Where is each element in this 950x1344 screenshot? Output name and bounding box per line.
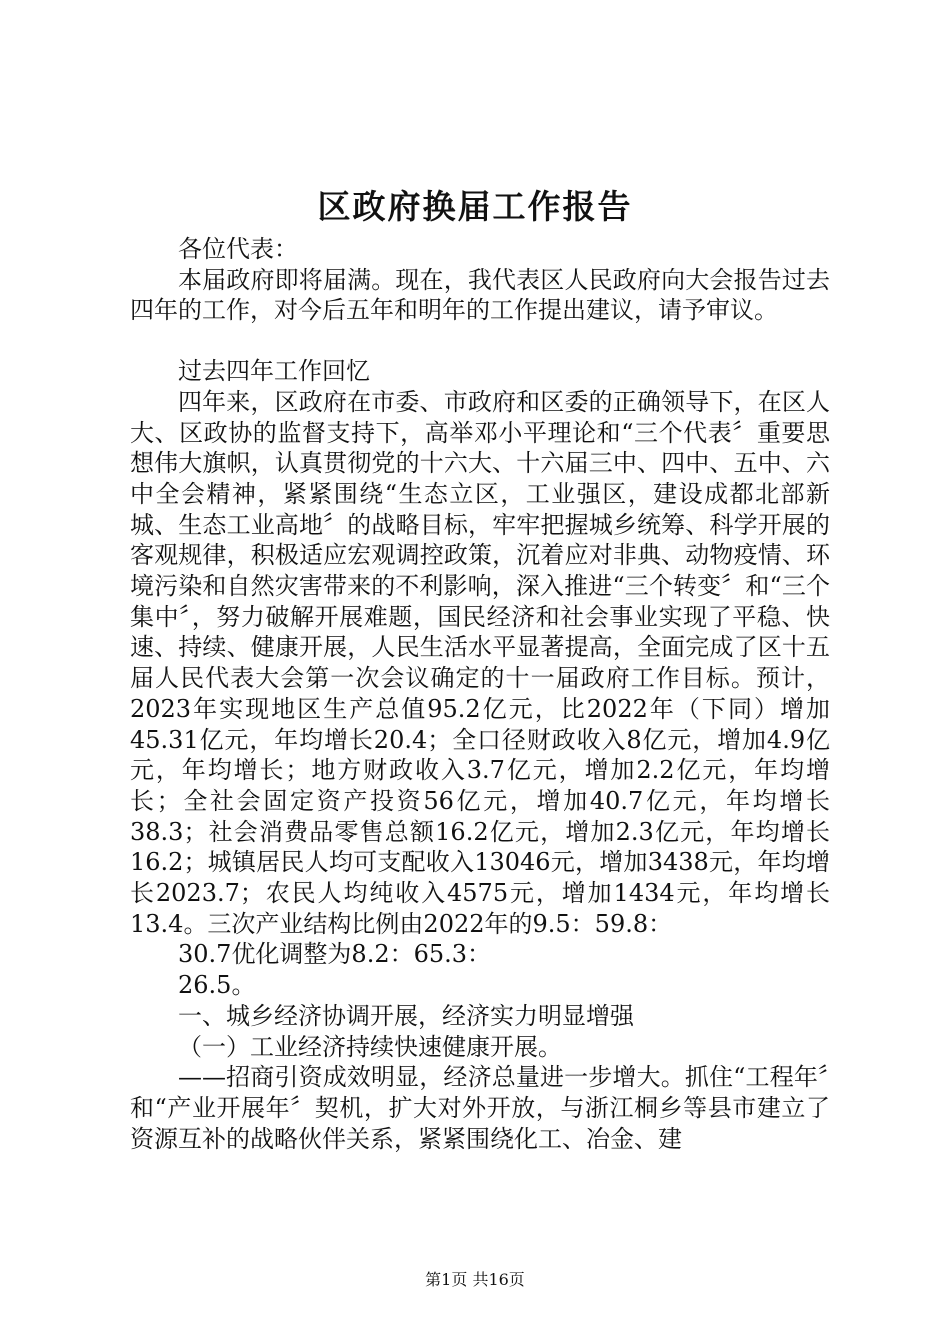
document-body	[130, 234, 830, 1154]
structure-end-paragraph: 26.5。	[178, 971, 256, 1000]
page-footer: 第1页 共16页	[425, 1270, 525, 1289]
document-title: 区政府换届工作报告	[317, 187, 633, 226]
investment-paragraph: ——招商引资成效明显，经济总量进一步增大。抓住“工程年〞和“产业开展年〞契机，扩大对外开放，与浙江桐乡等县市建立了资源互补的战略伙伴关系，紧紧围绕化工、冶金、建	[130, 1063, 830, 1153]
intro-paragraph: 本届政府即将届满。现在，我代表区人民政府向大会报告过去四年的工作，对今后五年和明年的工作提出建议，请予审议。	[130, 265, 830, 325]
subsection-heading-1: 一、城乡经济协调开展，经济实力明显增强	[178, 1001, 634, 1030]
section-heading: 过去四年工作回忆	[178, 357, 370, 386]
review-paragraph: 四年来，区政府在市委、市政府和区委的正确领导下，在区人大、区政协的监督支持下，高举邓小平理论和“三个代表〞重要思想伟大旗帜，认真贯彻党的十六大、十六届三中、四中、五中、六中全会精神，紧紧围绕“生态立区，工业强区，建设成都北部新城、生态工业高地〞的战略目标，牢牢把握城乡统筹、科学开展的客观规律，积极适应宏观调控政策，沉着应对非典、动物疫情、环境污染和自然灾害带来的不利影响，深入推进“三个转变〞和“三个集中〞，努力破解开展难题，国民经济和社会事业实现了平稳、快速、持续、健康开展，人民生活水平显著提高，全面完成了区十五届人民代表大会第一次会议确定的十一届政府工作目标。预计，2023年实现地区生产总值95.2亿元，比2022年（下同）增加45.31亿元，年均增长20.4；全口径财政收入8亿元，增加4.9亿元，年均增长；地方财政收入3.7亿元，增加2.2亿元，年均增长；全社会固定资产投资56亿元，增加40.7亿元，年均增长38.3；社会消费品零售总额16.2亿元，增加2.3亿元，年均增长16.2；城镇居民人均可支配收入13046元，增加3438元，年均增长2023.7；农民人均纯收入4575元，增加1434元，年均增长13.4。三次产业结构比例由2022年的9.5：59.8：	[130, 387, 830, 938]
salutation-paragraph: 各位代表：	[178, 235, 298, 263]
subsection-heading-1-1: （一）工业经济持续快速健康开展。	[178, 1032, 562, 1061]
structure-continuation-paragraph: 30.7优化调整为8.2：65.3：	[178, 940, 492, 969]
